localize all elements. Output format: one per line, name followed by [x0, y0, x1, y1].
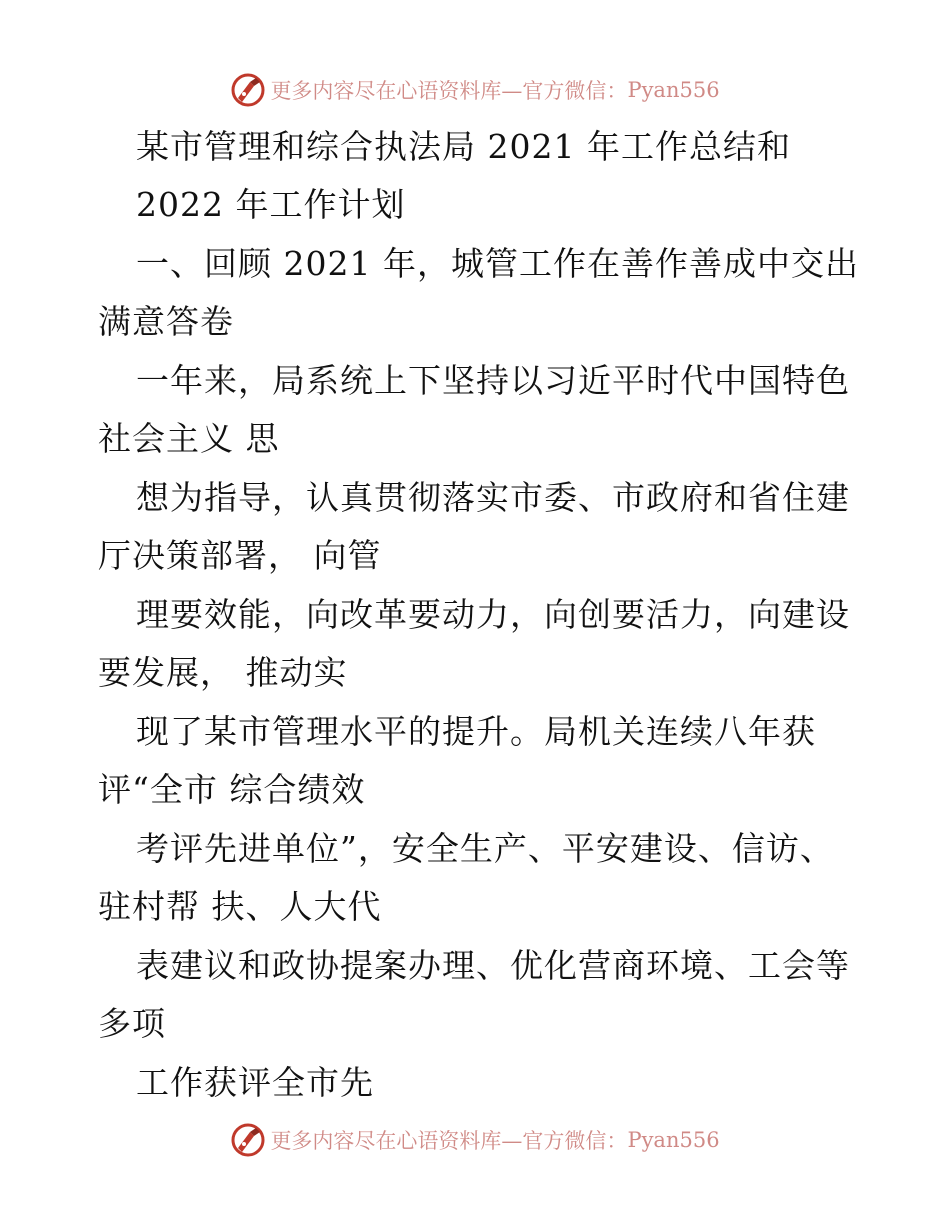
title-line-1: 某市管理和综合执法局 2021 年工作总结和 [136, 127, 791, 166]
watermark-wechat-id: Pyan556 [627, 78, 720, 102]
paragraph-line: 现了某市管理水平的提升。局机关连续八年获 [136, 712, 816, 751]
brand-logo-icon [230, 72, 266, 108]
paragraph-line: 要发展， 推动实 [98, 653, 348, 692]
paragraph-line: 想为指导，认真贯彻落实市委、市政府和省住建 [136, 478, 850, 517]
paragraph-line: 理要效能，向改革要动力，向创要活力，向建设 [136, 595, 850, 634]
watermark-text: 更多内容尽在心语资料库—官方微信： [270, 79, 628, 103]
paragraph-line: 表建议和政协提案办理、优化营商环境、工会等 [136, 946, 850, 985]
paragraph-line: 驻村帮 扶、人大代 [98, 887, 382, 926]
heading-line-2: 满意答卷 [98, 302, 234, 341]
watermark-text: 更多内容尽在心语资料库—官方微信： [270, 1129, 628, 1153]
paragraph-line: 工作获评全市先 [136, 1063, 374, 1102]
paragraph-line: 社会主义 思 [98, 419, 280, 458]
paragraph-line: 厅决策部署， 向管 [98, 536, 382, 575]
watermark-banner-top [0, 70, 950, 110]
title-line-2: 2022 年工作计划 [136, 185, 406, 224]
heading-line-1: 一、回顾 2021 年，城管工作在善作善成中交出 [136, 244, 859, 283]
paragraph-line: 一年来，局系统上下坚持以习近平时代中国特色 [136, 361, 850, 400]
paragraph-line: 多项 [98, 1004, 166, 1043]
watermark-wechat-id: Pyan556 [627, 1128, 720, 1152]
paragraph-line: 考评先进单位”，安全生产、平安建设、信访、 [136, 829, 834, 868]
paragraph-line: 评“全市 综合绩效 [98, 770, 366, 809]
brand-logo-icon [230, 1122, 266, 1158]
watermark-banner-bottom [0, 1120, 950, 1160]
